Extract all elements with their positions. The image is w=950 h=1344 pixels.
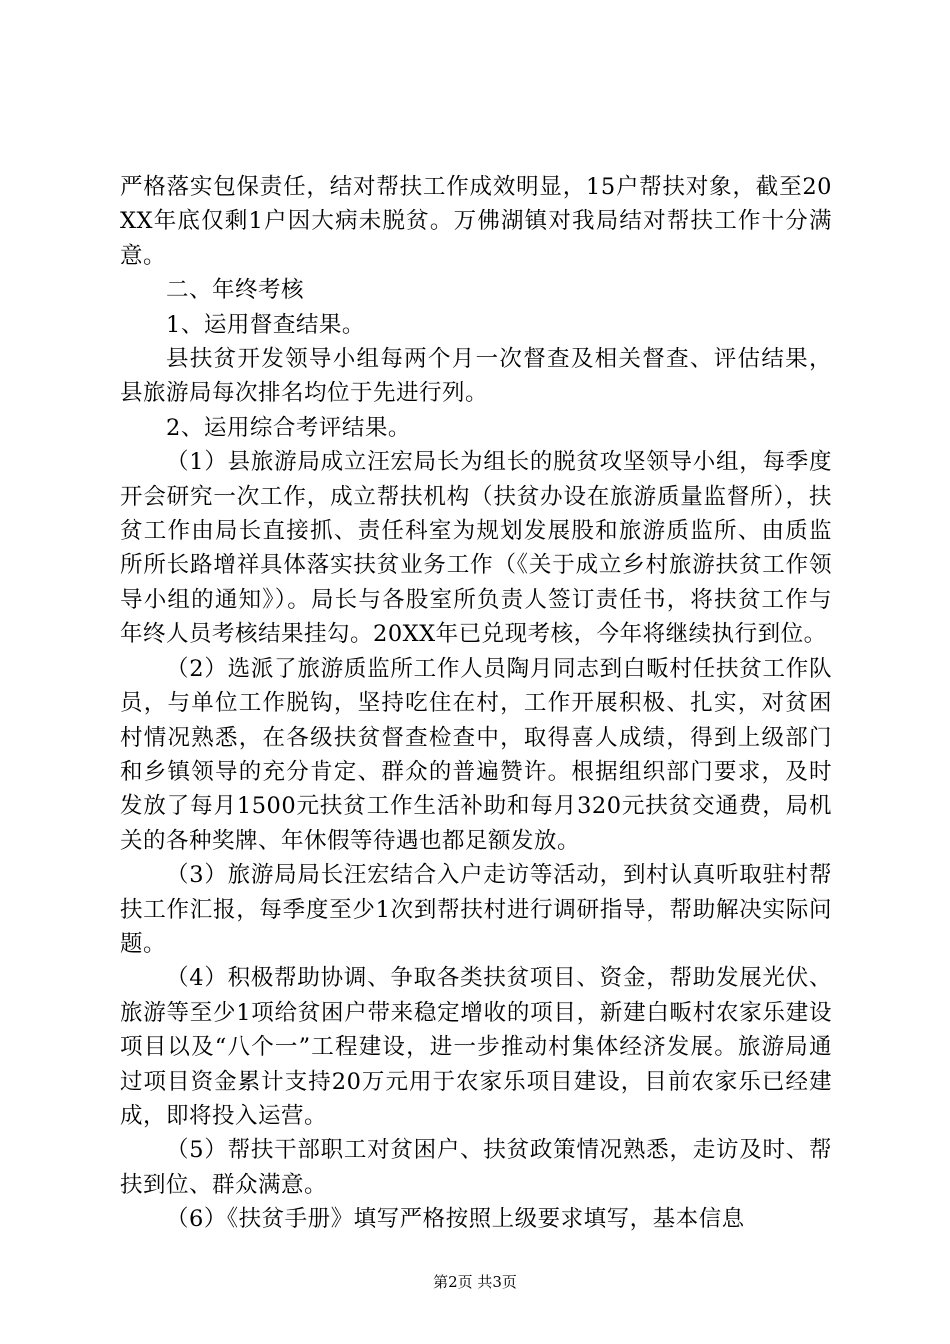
item-6: （6）《扶贫手册》填写严格按照上级要求填写，基本信息 [166, 1206, 745, 1233]
item-3: （3）旅游局局长汪宏结合入户走访等活动，到村认真听取驻村帮扶工作汇报，每季度至少1次到帮扶村进行调研指导，帮助解决实际问题。 [120, 862, 832, 957]
item-5: （5）帮扶干部职工对贫困户、扶贫政策情况熟悉，走访及时、帮扶到位、群众满意。 [120, 1137, 832, 1198]
item-4: （4）积极帮助协调、争取各类扶贫项目、资金，帮助发展光伏、旅游等至少1项给贫困户带来稳定增收的项目，新建白畈村农家乐建设项目以及“八个一”工程建设，进一步推动村集体经济发展。旅游局通过项目资金累计支持20万元用于农家乐项目建设，目前农家乐已经建成，即将投入运营。 [120, 965, 832, 1129]
paragraph-1: 严格落实包保责任，结对帮扶工作成效明显，15户帮扶对象，截至20XX年底仅剩1户因大病未脱贫。万佛湖镇对我局结对帮扶工作十分满意。 [120, 174, 832, 269]
paragraph-4: 县扶贫开发领导小组每两个月一次督查及相关督查、评估结果，县旅游局每次排名均位于先进行列。 [120, 346, 832, 407]
item-1: （1）县旅游局成立汪宏局长为组长的脱贫攻坚领导小组，每季度开会研究一次工作，成立帮扶机构（扶贫办设在旅游质量监督所），扶贫工作由局长直接抓、责任科室为规划发展股和旅游质监所、由质监所所长路增祥具体落实扶贫业务工作（《关于成立乡村旅游扶贫工作领导小组的通知》）。局长与各股室所负责人签订责任书，将扶贫工作与年终人员考核结果挂勾。20XX年已兑现考核，今年将继续执行到位。 [120, 449, 832, 648]
document-body [120, 170, 832, 1237]
page-footer: 第2页 共3页 [433, 1273, 517, 1291]
subheading-1: 1、运用督查结果。 [166, 311, 365, 338]
item-2: （2）选派了旅游质监所工作人员陶月同志到白畈村任扶贫工作队员，与单位工作脱钩，坚持吃住在村，工作开展积极、扎实，对贫困村情况熟悉，在各级扶贫督查检查中，取得喜人成绩，得到上级部门和乡镇领导的充分肯定、群众的普遍赞许。根据组织部门要求，及时发放了每月1500元扶贫工作生活补助和每月320元扶贫交通费，局机关的各种奖牌、年休假等待遇也都足额发放。 [120, 655, 832, 854]
section-heading-year-end-review: 二、年终考核 [166, 277, 305, 304]
subheading-2: 2、运用综合考评结果。 [166, 414, 411, 441]
